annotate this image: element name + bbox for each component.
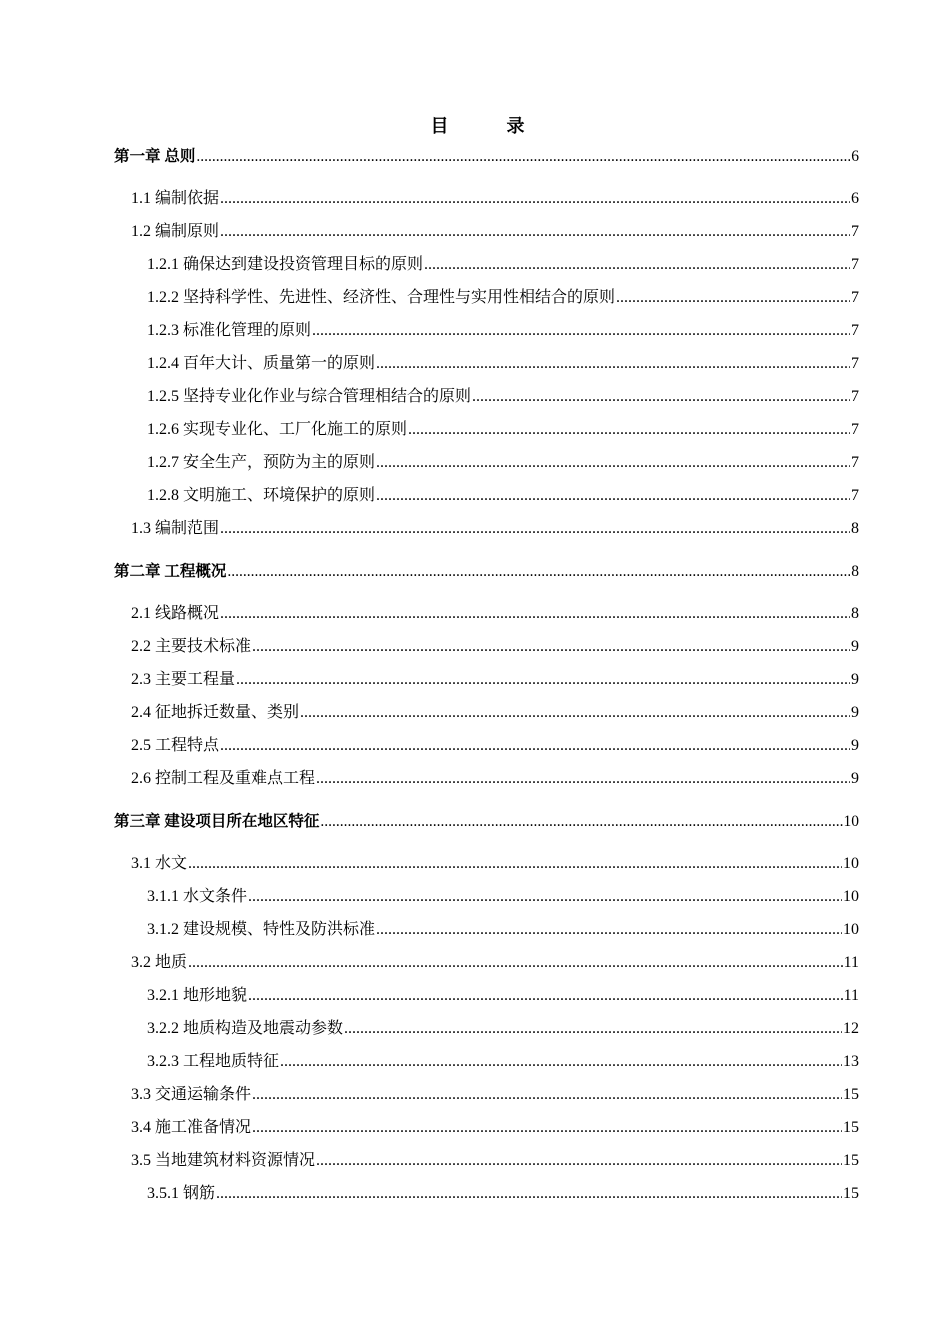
toc-page-number: 8	[851, 563, 859, 580]
toc-entry-title: 1.2 编制原则	[131, 223, 220, 240]
toc-section-entry[interactable]	[131, 669, 859, 691]
toc-subsection-entry[interactable]	[147, 919, 859, 941]
toc-section-entry[interactable]	[131, 603, 859, 625]
toc-dot-leader	[320, 811, 842, 833]
toc-entry-title: 1.2.4 百年大计、质量第一的原则	[147, 355, 376, 372]
toc-dot-leader	[300, 702, 850, 724]
toc-entry-title: 2.3 主要工程量	[131, 671, 236, 688]
toc-dot-leader	[220, 188, 850, 210]
toc-page-number: 7	[851, 289, 859, 306]
toc-section-entry[interactable]	[131, 853, 859, 875]
toc-entry-title: 2.1 线路概况	[131, 605, 220, 622]
toc-entry-title: 3.2.1 地形地貌	[147, 987, 248, 1004]
toc-chapter-entry[interactable]	[114, 561, 859, 583]
toc-subsection-entry[interactable]	[147, 287, 859, 309]
toc-entry-title: 3.1.1 水文条件	[147, 888, 248, 905]
toc-page-number: 10	[843, 921, 859, 938]
toc-dot-leader	[376, 919, 842, 941]
toc-subsection-entry[interactable]	[147, 353, 859, 375]
toc-entry-title: 2.4 征地拆迁数量、类别	[131, 704, 300, 721]
toc-page-number: 7	[851, 256, 859, 273]
toc-dot-leader	[376, 485, 850, 507]
toc-entry-title: 1.2.1 确保达到建设投资管理目标的原则	[147, 256, 424, 273]
toc-dot-leader	[376, 452, 850, 474]
toc-subsection-entry[interactable]	[147, 1018, 859, 1040]
toc-dot-leader	[236, 669, 850, 691]
toc-page-number: 6	[851, 190, 859, 207]
toc-dot-leader	[227, 561, 850, 583]
toc-page-number: 9	[851, 737, 859, 754]
toc-entry-title: 1.2.2 坚持科学性、先进性、经济性、合理性与实用性相结合的原则	[147, 289, 616, 306]
toc-page-number: 7	[851, 223, 859, 240]
toc-section-entry[interactable]	[131, 188, 859, 210]
toc-section-entry[interactable]	[131, 636, 859, 658]
toc-page-number: 7	[851, 454, 859, 471]
toc-dot-leader	[312, 320, 850, 342]
toc-entry-title: 第二章 工程概况	[114, 563, 227, 580]
toc-entry-title: 3.1 水文	[131, 855, 188, 872]
toc-dot-leader	[188, 952, 843, 974]
toc-entry-title: 2.5 工程特点	[131, 737, 220, 754]
toc-dot-leader	[248, 985, 843, 1007]
toc-page-number: 9	[851, 671, 859, 688]
toc-section-entry[interactable]	[131, 735, 859, 757]
toc-entry-title: 1.1 编制依据	[131, 190, 220, 207]
toc-page-number: 10	[843, 888, 859, 905]
toc-page-number: 13	[843, 1053, 859, 1070]
toc-dot-leader	[216, 1183, 842, 1205]
toc-page-number: 15	[843, 1185, 859, 1202]
page-title: 目 录	[430, 116, 545, 136]
toc-subsection-entry[interactable]	[147, 485, 859, 507]
toc-dot-leader	[408, 419, 850, 441]
toc-subsection-entry[interactable]	[147, 386, 859, 408]
toc-entry-title: 3.2 地质	[131, 954, 188, 971]
toc-page-number: 15	[843, 1086, 859, 1103]
toc-section-entry[interactable]	[131, 221, 859, 243]
toc-dot-leader	[220, 518, 850, 540]
toc-subsection-entry[interactable]	[147, 254, 859, 276]
toc-dot-leader	[252, 1117, 842, 1139]
toc-page-number: 11	[843, 987, 859, 1004]
toc-page-number: 11	[843, 954, 859, 971]
toc-dot-leader	[316, 768, 850, 790]
toc-entry-title: 3.2.2 地质构造及地震动参数	[147, 1020, 344, 1037]
toc-section-entry[interactable]	[131, 1117, 859, 1139]
toc-subsection-entry[interactable]	[147, 985, 859, 1007]
toc-dot-leader	[196, 146, 850, 168]
toc-entry-title: 1.2.3 标准化管理的原则	[147, 322, 312, 339]
toc-subsection-entry[interactable]	[147, 886, 859, 908]
toc-dot-leader	[424, 254, 850, 276]
toc-subsection-entry[interactable]	[147, 452, 859, 474]
toc-chapter-entry[interactable]	[114, 811, 859, 833]
toc-page-number: 7	[851, 421, 859, 438]
toc-page-number: 6	[851, 148, 859, 165]
toc-page-number: 7	[851, 322, 859, 339]
toc-subsection-entry[interactable]	[147, 419, 859, 441]
toc-page-number: 8	[851, 520, 859, 537]
toc-entry-title: 1.3 编制范围	[131, 520, 220, 537]
toc-entry-title: 3.4 施工准备情况	[131, 1119, 252, 1136]
toc-page-number: 7	[851, 388, 859, 405]
toc-page-number: 12	[843, 1020, 859, 1037]
toc-dot-leader	[616, 287, 850, 309]
toc-dot-leader	[220, 735, 850, 757]
toc-entry-title: 1.2.6 实现专业化、工厂化施工的原则	[147, 421, 408, 438]
toc-dot-leader	[252, 1084, 842, 1106]
toc-page-number: 7	[851, 487, 859, 504]
toc-entry-title: 3.5 当地建筑材料资源情况	[131, 1152, 316, 1169]
toc-entry-title: 2.2 主要技术标准	[131, 638, 252, 655]
toc-section-entry[interactable]	[131, 952, 859, 974]
toc-section-entry[interactable]	[131, 518, 859, 540]
toc-entry-title: 第一章 总则	[114, 148, 196, 165]
toc-page-number: 9	[851, 704, 859, 721]
toc-page-number: 7	[851, 355, 859, 372]
toc-section-entry[interactable]	[131, 1084, 859, 1106]
toc-entry-title: 3.5.1 钢筋	[147, 1185, 216, 1202]
toc-section-entry[interactable]	[131, 702, 859, 724]
toc-dot-leader	[280, 1051, 842, 1073]
toc-entry-title: 1.2.5 坚持专业化作业与综合管理相结合的原则	[147, 388, 472, 405]
toc-chapter-entry[interactable]	[114, 146, 859, 168]
toc-subsection-entry[interactable]	[147, 1051, 859, 1073]
toc-dot-leader	[252, 636, 850, 658]
toc-dot-leader	[376, 353, 850, 375]
toc-dot-leader	[220, 603, 850, 625]
toc-page-number: 9	[851, 638, 859, 655]
toc-section-entry[interactable]	[131, 1150, 859, 1172]
toc-entry-title: 1.2.8 文明施工、环境保护的原则	[147, 487, 376, 504]
toc-entry-title: 3.2.3 工程地质特征	[147, 1053, 280, 1070]
toc-page-number: 15	[843, 1119, 859, 1136]
toc-entry-title: 2.6 控制工程及重难点工程	[131, 770, 316, 787]
toc-entry-title: 3.1.2 建设规模、特性及防洪标准	[147, 921, 376, 938]
toc-page-number: 15	[843, 1152, 859, 1169]
toc-section-entry[interactable]	[131, 768, 859, 790]
toc-subsection-entry[interactable]	[147, 320, 859, 342]
toc-page-number: 9	[851, 770, 859, 787]
toc-page-number: 10	[843, 855, 859, 872]
toc-entry-title: 1.2.7 安全生产，预防为主的原则	[147, 454, 376, 471]
toc-dot-leader	[316, 1150, 842, 1172]
toc-dot-leader	[344, 1018, 842, 1040]
toc-dot-leader	[220, 221, 850, 243]
toc-page-number: 8	[851, 605, 859, 622]
toc-dot-leader	[188, 853, 842, 875]
toc-subsection-entry[interactable]	[147, 1183, 859, 1205]
toc-dot-leader	[248, 886, 842, 908]
toc-page-number: 10	[843, 813, 859, 830]
toc-entry-title: 第三章 建设项目所在地区特征	[114, 813, 320, 830]
toc-entry-title: 3.3 交通运输条件	[131, 1086, 252, 1103]
toc-dot-leader	[472, 386, 850, 408]
